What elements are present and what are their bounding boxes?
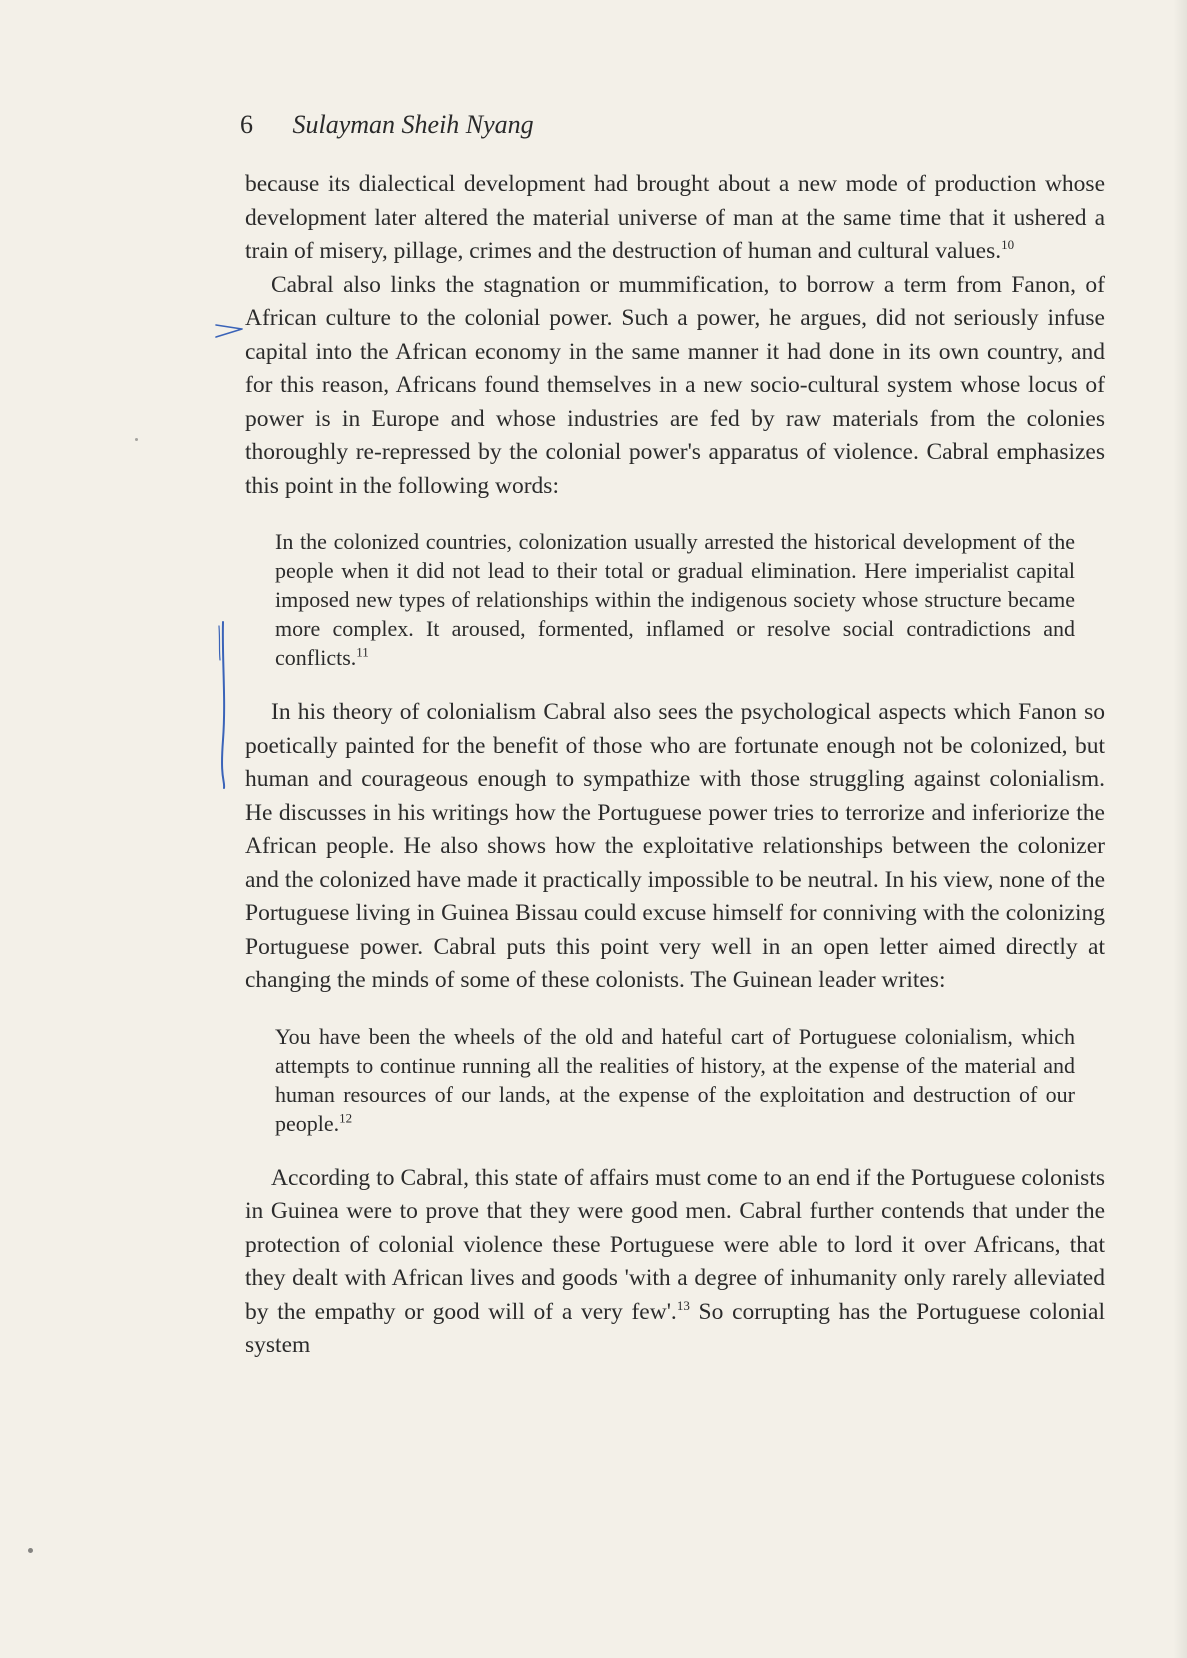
footnote-ref-10: 10	[1001, 237, 1015, 253]
paragraph-continuation	[245, 168, 1105, 269]
paper-speck	[28, 1548, 33, 1553]
footnote-ref-11: 11	[356, 644, 369, 660]
margin-bar-icon	[218, 620, 232, 790]
footnote-ref-12: 12	[339, 1110, 353, 1126]
block-quote-colonized-countries	[275, 527, 1075, 672]
paragraph-text-tail: So corrupting has the Portuguese colonial system	[245, 1298, 1105, 1358]
block-quote-wheels-of-cart	[275, 1022, 1075, 1138]
paragraph-theory-of-colonialism: In his theory of colonialism Cabral also sees the psychological aspects which Fanon so poetically painted for the benefit of those who are fortunate enough not be colonized, but human and courageous enough to sympathize with those struggling against colonialism. He discusses in his writings how the Portuguese power tries to terrorize and inferiorize the African people. He also shows how the exploitative relationships between the colonizer and the colonized have made it practically impossible to be neutral. In his view, none of the Portuguese living in Guinea Bissau could excuse himself for conniving with the colonizing Portuguese power. Cabral puts this point very well in an open letter aimed directly at changing the minds of some of these colonists. The Guinean leader writes:	[245, 699, 1105, 993]
running-head-author: Sulayman Sheih Nyang	[292, 110, 534, 139]
paragraph-text: According to Cabral, this state of affairs must come to an end if the Portuguese colonists in Guinea were to prove that they were good men. Cabral further contends that under the protection of colonial violence these Portuguese were able to lord it over Africans, that they dealt with African lives and goods 'with a degree of inhumanity only rarely alleviated by the empathy or good will of a very few'.	[245, 1164, 1105, 1325]
quote-text: In the colonized countries, colonization usually arrested the historical development of the people when it did not lead to their total or gradual elimination. Here imperialist capital imposed new types of relationships within the indigenous society whose structure became more complex. It aroused, formented, inflamed or resolve social contradictions and conflicts.	[275, 529, 1075, 670]
article-body	[245, 168, 1105, 1363]
paragraph-according-to-cabral	[245, 1162, 1105, 1363]
paper-speck	[135, 438, 138, 441]
running-head	[240, 110, 534, 140]
page-number: 6	[240, 110, 253, 139]
quote-text: You have been the wheels of the old and hateful cart of Portuguese colonialism, which attempts to continue running all the realities of history, at the expense of the material and human resources of our lands, at the expense of the exploitation and destruction of our people.	[275, 1023, 1075, 1136]
paragraph-text: because its dialectical development had brought about a new mode of production whose development later altered the material universe of man at the same time that it ushered a train of misery, pillage, crimes and the destruction of human and cultural values.	[245, 171, 1105, 264]
margin-arrow-icon	[214, 320, 248, 340]
footnote-ref-13: 13	[676, 1297, 690, 1313]
paragraph-cabral-links: Cabral also links the stagnation or mummification, to borrow a term from Fanon, of African culture to the colonial power. Such a power, he argues, did not seriously infuse capital into the African economy in the same manner it had done in its own country, and for this reason, Africans found themselves in a new socio-cultural system whose locus of power is in Europe and whose industries are fed by raw materials from the colonies thoroughly re-repressed by the colonial power's apparatus of violence. Cabral emphasizes this point in the following words:	[245, 271, 1105, 499]
